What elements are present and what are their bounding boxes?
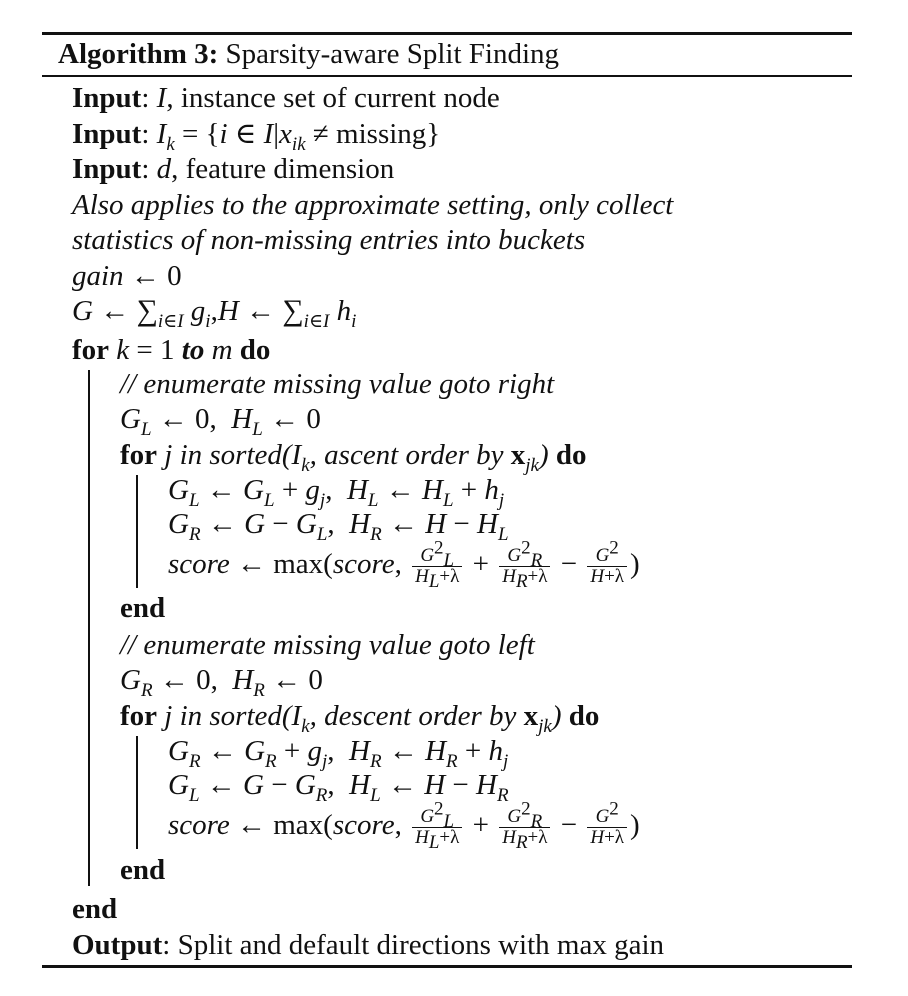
header-rule: [42, 75, 852, 77]
score-line-1: score ← max(score, $\frac{G^2_L}{H_L+\lambda}$ + $\frac{G^2_R}{H_R+\lambda}$ − $\frac{G^2}{H+\lambda}$ ): [168, 537, 640, 592]
end-inner-1: end: [120, 592, 166, 624]
outer-for-line: for k = 1 to m do: [72, 334, 271, 366]
top-rule: [42, 32, 852, 35]
update-right-line: $G_R$ ← $G - G_L$, $H_R$ ← $H - H_L$: [168, 508, 509, 545]
output-text: : Split and default directions with max gain: [162, 929, 665, 961]
input-line-1: Input: I, instance set of current node: [72, 82, 500, 114]
init-left-line: $G_L$ ← 0, $H_L$ ← 0: [120, 403, 321, 440]
output-line: [72, 927, 664, 963]
inner-for-desc-line: for j in $sorted(I_k$, descent order by $x_{jk}$) do: [120, 700, 600, 737]
comment-line-2: statistics of non-missing entries into buckets: [72, 224, 586, 256]
input-line-2: Input: $I_k = \{i$ ∈ $I|x_{ik} \ne missing$}: [72, 118, 441, 155]
inner-for-asc-line: for j in $sorted(I_k$, ascent order by $x_{jk}$) do: [120, 439, 587, 476]
input-line-3: Input: d, feature dimension: [72, 153, 395, 185]
inner-block-bar-1: [136, 475, 138, 588]
init-right-line: $G_R$ ← 0, $H_R$ ← 0: [120, 664, 323, 701]
comment-goto-right: // enumerate missing value goto right: [120, 368, 555, 400]
sum-init-line: G ← $\sum_{i\in I}$ $g_i,H$ ← $\sum_{i\in I}$ $h_i$: [72, 294, 357, 332]
update-left-line: $G_L$ ← $G_L + g_j$, $H_L$ ← $H_L + h_j$: [168, 474, 505, 511]
algorithm-label: Algorithm 3:: [58, 38, 219, 70]
bottom-rule: [42, 965, 852, 968]
score-line-2: score ← max(score, $\frac{G^2_L}{H_L+\lambda}$ + $\frac{G^2_R}{H_R+\lambda}$ − $\frac{G^2}{H+\lambda}$ ): [168, 798, 640, 853]
inner-block-bar-2: [136, 736, 138, 849]
output-keyword: Output: [72, 929, 163, 961]
end-inner-2: end: [120, 854, 166, 886]
update-right-line-2: $G_R$ ← $G_R + g_j$, $H_R$ ← $H_R + h_j$: [168, 735, 509, 772]
comment-goto-left: // enumerate missing value goto left: [120, 629, 535, 661]
input-keyword: Input: [72, 82, 142, 114]
algorithm-title: [58, 36, 559, 72]
for-keyword: for: [72, 334, 110, 366]
comment-line-1: Also applies to the approximate setting, only collect: [72, 189, 674, 221]
end-outer: end: [72, 893, 118, 925]
algorithm-name: Sparsity-aware Split Finding: [225, 38, 560, 70]
update-left-line-2: $G_L$ ← $G - G_R$, $H_L$ ← $H - H_R$: [168, 769, 509, 806]
gain-init-line: gain ← 0: [72, 260, 182, 292]
input-keyword: Input: [72, 118, 142, 150]
outer-block-bar: [88, 370, 90, 886]
input-keyword: Input: [72, 153, 142, 185]
